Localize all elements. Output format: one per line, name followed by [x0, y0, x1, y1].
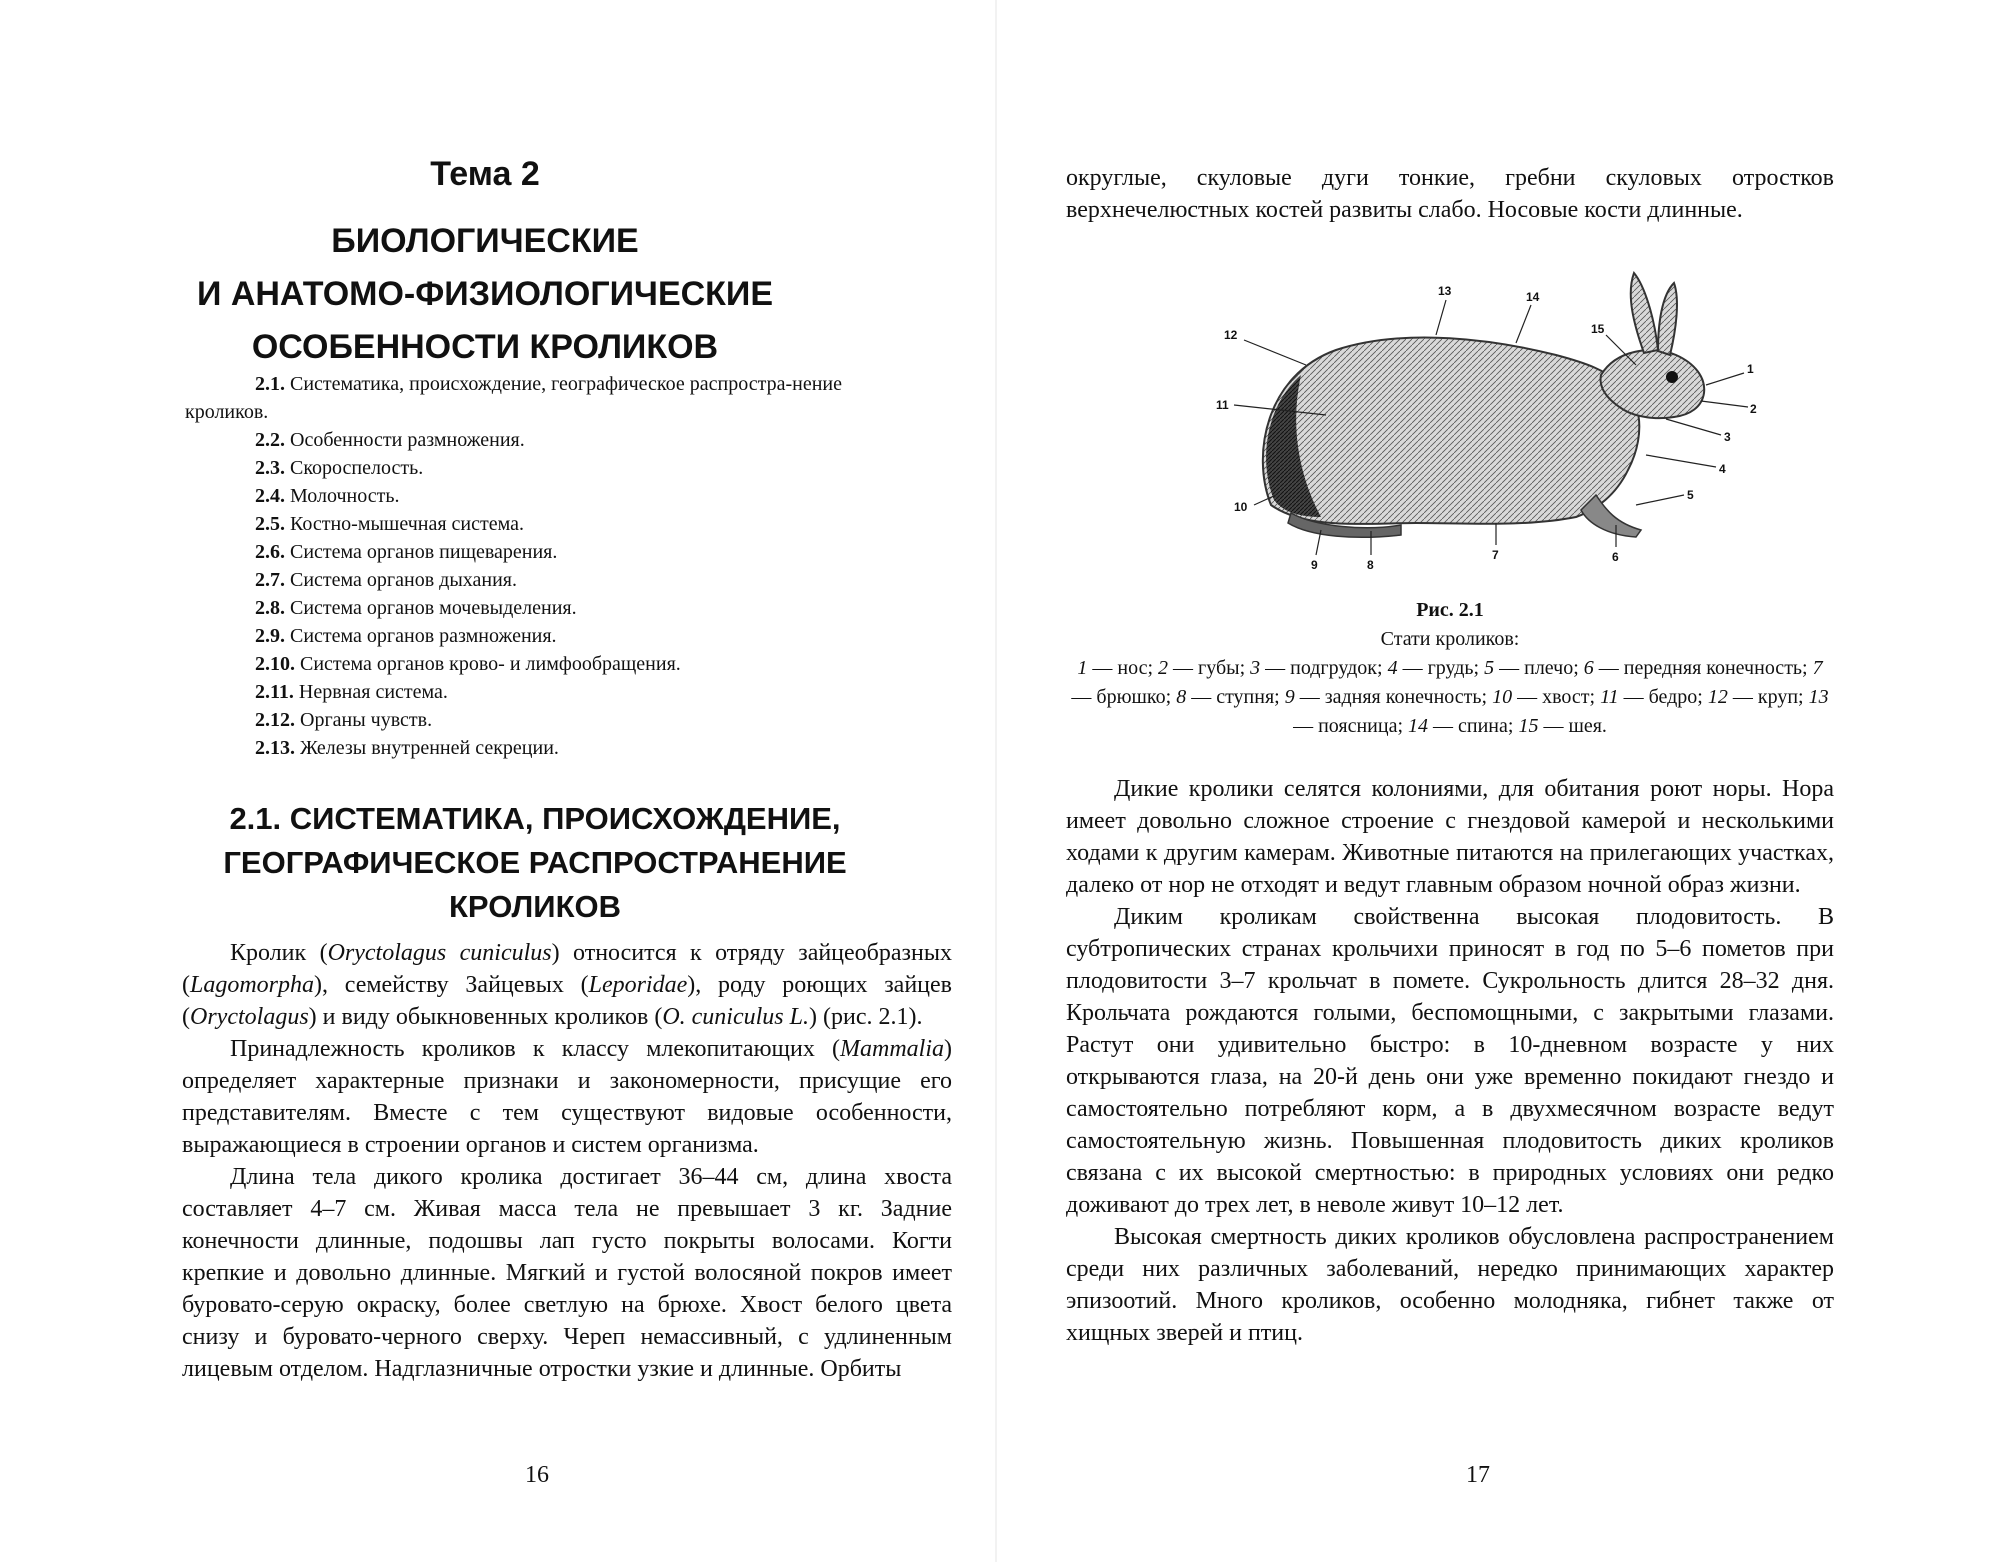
section-title-line: ГЕОГРАФИЧЕСКОЕ РАСПРОСТРАНЕНИЕ: [223, 845, 847, 880]
toc-item: 2.12. Органы чувств.: [255, 709, 433, 731]
toc-item: 2.7. Система органов дыхания.: [255, 569, 517, 591]
right-top-text: [1066, 162, 1834, 226]
figure-label: 15: [1591, 322, 1605, 336]
figure-label: 8: [1367, 558, 1374, 572]
section-title: [180, 797, 890, 929]
figure-label: 11: [1216, 398, 1229, 412]
figure-label: 1: [1747, 362, 1754, 376]
rabbit-ear: [1631, 273, 1658, 353]
toc-item: 2.3. Скороспелость.: [255, 457, 424, 479]
section-title-line: 2.1. СИСТЕМАТИКА, ПРОИСХОЖДЕНИЕ,: [229, 801, 841, 836]
toc-item: 2.5. Костно-мышечная система.: [255, 513, 525, 535]
figure-label: 3: [1724, 430, 1731, 444]
rabbit-illustration: [1196, 255, 1756, 595]
paragraph: Дикие кролики селятся колониями, для обитания роют норы. Нора имеет довольно сложное строение с гнездовой камерой и несколькими ходами к другим камерам. Животные питаются на прилегающих участках, далеко от нор не отходят и ведут главным образом ночной образ жизни.: [1066, 776, 1834, 898]
page-number: 17: [1466, 1462, 1490, 1488]
paragraph: Высокая смертность диких кроликов обусловлена распространением среди них различных заболеваний, нередко принимающих характер эпизоотий. Много кроликов, особенно молодняка, гибнет также от хищных зверей и птиц.: [1066, 1224, 1834, 1346]
figure-label: 4: [1719, 462, 1726, 476]
rabbit-front-leg: [1581, 495, 1641, 537]
rabbit-ear: [1658, 283, 1677, 355]
right-body-text: [1066, 773, 1834, 1349]
right-page: [996, 0, 1992, 1562]
page-number: 16: [525, 1462, 549, 1488]
toc-item: 2.9. Система органов размножения.: [255, 625, 557, 647]
chapter-title-line: БИОЛОГИЧЕСКИЕ: [331, 222, 639, 260]
chapter-title-line: ОСОБЕННОСТИ КРОЛИКОВ: [251, 328, 719, 366]
paragraph: Принадлежность кроликов к классу млекопитающих (Mammalia) определяет характерные признаки и закономерности, присущие его представителям. Вместе с тем существуют видовые особенности, выражающиеся в строении органов и систем организма.: [182, 1036, 952, 1158]
toc-item: 2.2. Особенности размножения.: [255, 429, 525, 451]
rabbit-figure: [1196, 255, 1756, 595]
figure-label: 10: [1234, 500, 1248, 514]
toc-item: 2.13. Железы внутренней секреции.: [255, 737, 559, 759]
rabbit-eye: [1666, 371, 1678, 383]
caption-legend: 1 — нос; 2 — губы; 3 — подгрудок; 4 — грудь; 5 — плечо; 6 — передняя конечность; 7 — брюшко; 8 — ступня; 9 — задняя конечность; 10 — хвост; 11 — бедро; 12 — круп; 13 — поясница; 14 — спина; 15 — шея.: [1071, 657, 1829, 737]
theme-label: Тема 2: [430, 155, 540, 193]
figure-label: 5: [1687, 488, 1694, 502]
caption-subtitle: Стати кроликов:: [1380, 628, 1520, 650]
toc-item: 2.8. Система органов мочевыделения.: [255, 597, 577, 619]
toc-item: 2.10. Система органов крово- и лимфообращения.: [255, 653, 681, 675]
toc-item: 2.4. Молочность.: [255, 485, 400, 507]
paragraph: Диким кроликам свойственна высокая плодовитость. В субтропических странах крольчихи приносят в год по 5–6 пометов при плодовитости 3–7 крольчат в помете. Сукрольность длится 28–32 дня. Крольчата рождаются голыми, беспомощными, с закрытыми глазами. Растут они удивительно быстро: в 10-дневном возрасте у них открываются глаза, на 20-й день они уже временно покидают гнездо и самостоятельно потребляют корм, а в двухмесячном возрасте ведут самостоятельную жизнь. Повышенная плодовитость диких кроликов связана с их высокой смертностью: в природных условиях они редко доживают до трех лет, в неволе живут 10–12 лет.: [1066, 904, 1834, 1218]
toc-item: 2.11. Нервная система.: [255, 681, 448, 703]
figure-label: 9: [1311, 558, 1318, 572]
figure-label: 6: [1612, 550, 1619, 564]
chapter-title: [180, 215, 790, 374]
figure-label: 12: [1224, 328, 1238, 342]
toc-item: 2.6. Система органов пищеварения.: [255, 541, 558, 563]
figure-label: 7: [1492, 548, 1499, 562]
paragraph: округлые, скуловые дуги тонкие, гребни скуловых отростков верхнечелюстных костей развиты слабо. Носовые кости длинные.: [1066, 165, 1834, 223]
left-body-text: [182, 937, 952, 1385]
figure-caption: [1066, 596, 1834, 741]
paragraph: Кролик (Oryctolagus cuniculus) относится к отряду зайцеобразных (Lagomorpha), семейству Зайцевых (Leporidae), роду роющих зайцев (Oryctolagus) и виду обыкновенных кроликов (O. cuniculus L.) (рис. 2.1).: [182, 940, 953, 1030]
rabbit-body: [1263, 337, 1639, 523]
chapter-title-line: И АНАТОМО-ФИЗИОЛОГИЧЕСКИЕ: [196, 275, 774, 313]
table-of-contents: [185, 370, 905, 762]
toc-item: 2.1. Систематика, происхождение, географическое распростра-нение кроликов.: [185, 373, 842, 423]
caption-title: Рис. 2.1: [1416, 599, 1484, 621]
figure-label: 14: [1526, 290, 1540, 304]
paragraph: Длина тела дикого кролика достигает 36–44 см, длина хвоста составляет 4–7 см. Живая масса тела не превышает 3 кг. Задние конечности длинные, подошвы лап густо покрыты волосами. Когти крепкие и довольно длинные. Мягкий и густой волосяной покров имеет буровато-серую окраску, более светлую на брюхе. Хвост белого цвета снизу и буровато-черного сверху. Череп немассивный, с удлиненным лицевым отделом. Надглазничные отростки узкие и длинные. Орбиты: [182, 1164, 952, 1382]
figure-label: 13: [1438, 284, 1452, 298]
figure-label: 2: [1750, 402, 1757, 416]
section-title-line: КРОЛИКОВ: [449, 889, 621, 924]
